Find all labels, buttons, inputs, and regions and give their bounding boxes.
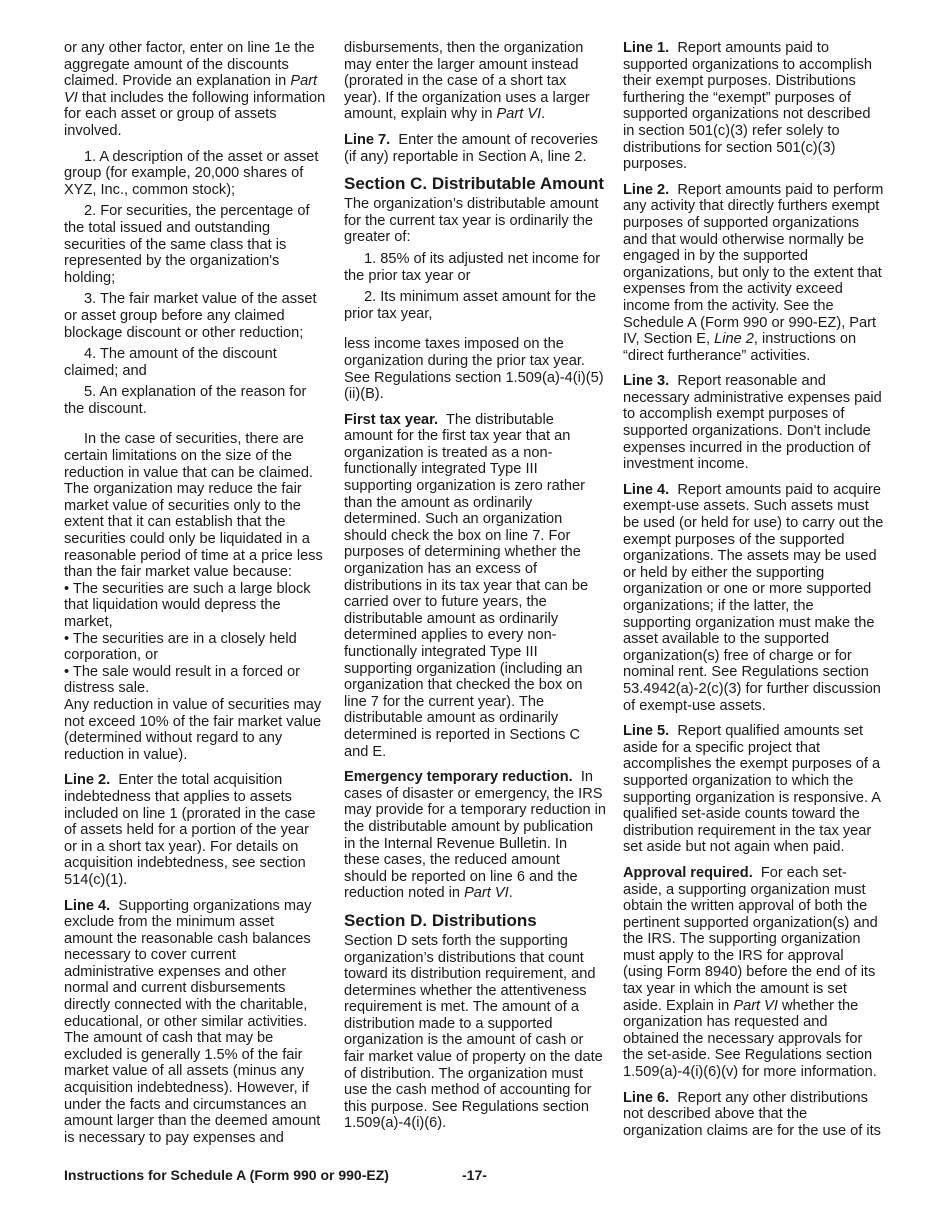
- line-6-label: Line 6.: [623, 1089, 670, 1106]
- list-item: 5. An explanation of the reason for the discount.: [64, 384, 307, 417]
- emergency-reduction-label: Emergency temporary reduction.: [344, 769, 573, 786]
- line-7-label: Line 7.: [344, 131, 391, 148]
- section-c-intro: The organization’s distributable amount for the current tax year is ordinarily the greater of:: [344, 196, 599, 246]
- line-1-instruction: Line 1. Report amounts paid to supported organizations to accomplish their exempt purposes. Distributions furthering the “exempt” purposes of supported organizations not described in section 501(c)(3) refer solely to distributions for section 501(c)(3) purposes.: [623, 40, 873, 173]
- bullet-item: • The sale would result in a forced or distress sale.: [64, 663, 301, 697]
- first-tax-year-paragraph: First tax year. The distributable amount for the first tax year that an organization is treated as a non-functionally integrated Type III supporting organization is zero rather than the amount as ordinarily determined. Such an organization should check the box on line 7. For purposes of determining whether the organization has an excess of distributions in its tax year that can be carried over to future years, the distributable amount as ordinarily determined applies to every non-functionally integrated Type III supporting organization (including an organization that checked the box on line 7 for the current year). The distributable amount as ordinarily determined is reported in Sections C and E.: [344, 411, 589, 760]
- line-5-instruction: Line 5. Report qualified amounts set aside for a specific project that accomplishes the exempt purposes of a supported organization to which the supporting organization is responsive. A qualified set-aside counts toward the distribution requirement in the tax year set aside but not again when paid.: [623, 723, 881, 856]
- line-4-label: Line 4.: [64, 897, 111, 914]
- approval-required-label: Approval required.: [623, 864, 753, 881]
- line-2-label: Line 2.: [623, 181, 670, 198]
- paragraph-reduction-limit: Any reduction in value of securities may not exceed 10% of the fair market value (determined without regard to any reduction in value).: [64, 696, 322, 763]
- footer-document-title: Instructions for Schedule A (Form 990 or 990-EZ): [64, 1167, 389, 1183]
- list-item: 4. The amount of the discount claimed; and: [64, 346, 277, 379]
- line-4-instruction: Line 4. Supporting organizations may exclude from the minimum asset amount the reasonable cash balances necessary to cover current administrative expenses and other normal and current disbursements directly connected with the charitable, educational, or other similar activities. The amount of cash that may be excluded is generally 1.5% of the fair market value of all assets (minus any acquisition indebtedness). However, if under the facts and circumstances an amount larger than the deemed amount is necessary to pay expenses and: [64, 897, 321, 1146]
- paragraph-discount-explanation: or any other factor, enter on line 1e the aggregate amount of the discounts claimed. Provide an explanation in Part VI that includes the following information for each asset or group of assets involved.: [64, 40, 326, 139]
- bullet-item: • The securities are in a closely held corporation, or: [64, 630, 297, 664]
- list-item: 1. 85% of its adjusted net income for the prior tax year or: [344, 250, 601, 284]
- column-middle: [344, 40, 606, 1141]
- line-6-instruction: Line 6. Report any other distributions not described above that the organization claims are for the use of its: [623, 1089, 881, 1139]
- section-d-text: Section D sets forth the supporting organization’s distributions that count toward its distribution requirement, and determines whether the attentiveness requirement is met. The amount of a distribution made to a supported organization is the amount of cash or fair market value of property on the date of distribution. The organization must use the cash method of accounting for this purpose. See Regulations section 1.509(a)-4(i)(6).: [344, 932, 603, 1132]
- line-2-instruction: Line 2. Enter the total acquisition indebtedness that applies to assets included on line 1 (prorated in the case of assets held for a portion of the year or in a short tax year). For details on acquisition indebtedness, see section 514(c)(1).: [64, 772, 316, 888]
- line-7-instruction: Line 7. Enter the amount of recoveries (if any) reportable in Section A, line 2.: [344, 131, 598, 165]
- line-2-instruction: Line 2. Report amounts paid to perform any activity that directly furthers exempt purposes of supported organizations and that would otherwise normally be engaged in by the supported organizations, but only to the extent that expenses from the activity exceed income from the activity. See the Schedule A (Form 990 or 990-EZ), Part IV, Section E, Line 2, instructions on “direct furtherance” activities.: [623, 181, 884, 364]
- list-item: 2. For securities, the percentage of the total issued and outstanding securities of the same class that is represented by the organization's holding;: [64, 203, 310, 286]
- paragraph-larger-amount: disbursements, then the organization may enter the larger amount instead (prorated in the case of a short tax year). If the organization uses a larger amount, explain why in Part VI.: [344, 40, 590, 123]
- section-c-income-taxes: less income taxes imposed on the organization during the prior tax year. See Regulations section 1.509(a)-4(i)(5)(ii)(B).: [344, 336, 604, 403]
- column-right: [623, 40, 885, 1148]
- line-1-label: Line 1.: [623, 40, 670, 56]
- line-4-instruction: Line 4. Report amounts paid to acquire exempt-use assets. Such assets must be used (or held for use) to carry out the exempt purposes of the supported organizations. The assets may be used or held by either the supporting organization or one or more supported organizations; if the latter, the supporting organization must make the asset available to the supported organization(s) free of charge or for nominal rent. See Regulations section 53.4942(a)-2(c)(3) for further discussion of exempt-use assets.: [623, 481, 884, 714]
- section-d-heading: Section D. Distributions: [344, 910, 537, 930]
- section-c-heading: Section C. Distributable Amount: [344, 174, 605, 194]
- list-item: 1. A description of the asset or asset group (for example, 20,000 shares of XYZ, Inc., common stock);: [64, 148, 319, 198]
- list-item: 2. Its minimum asset amount for the prior tax year,: [344, 289, 596, 322]
- first-tax-year-label: First tax year.: [344, 411, 439, 428]
- approval-required-paragraph: Approval required. For each set-aside, a supporting organization must obtain the written approval of both the pertinent supported organization(s) and the IRS. The supporting organization must apply to the IRS for approval (using Form 8940) before the end of its tax year in which the amount is set aside. Explain in Part VI whether the organization has requested and obtained the necessary approvals for the set-aside. See Regulations section 1.509(a)-4(i)(6)(v) for more information.: [623, 864, 878, 1081]
- paragraph-securities-limits: In the case of securities, there are certain limitations on the size of the reduction in value that can be claimed. The organization may reduce the fair market value of securities only to the extent that it can establish that the securities could only be liquidated in a reasonable period of time at a price less than the fair market value because:: [64, 431, 323, 581]
- line-2-label: Line 2.: [64, 772, 111, 789]
- line-3-label: Line 3.: [623, 373, 670, 390]
- footer-page-number: -17-: [462, 1167, 487, 1183]
- line-3-instruction: Line 3. Report reasonable and necessary administrative expenses paid to accomplish exempt purposes of supported organizations. Don't include expenses incurred in the production of investment income.: [623, 373, 882, 473]
- column-left: [64, 40, 326, 1155]
- line-4-label: Line 4.: [623, 481, 670, 498]
- list-item: 3. The fair market value of the asset or asset group before any claimed blockage discount or other reduction;: [64, 291, 317, 341]
- emergency-reduction-paragraph: Emergency temporary reduction. In cases of disaster or emergency, the IRS may provide for a temporary reduction in the distributable amount by publication in the Internal Revenue Bulletin. In these cases, the reduced amount should be reported on line 6 and the reduction noted in Part VI.: [344, 769, 606, 902]
- bullet-item: • The securities are such a large block that liquidation would depress the market,: [64, 580, 311, 630]
- line-5-label: Line 5.: [623, 723, 670, 740]
